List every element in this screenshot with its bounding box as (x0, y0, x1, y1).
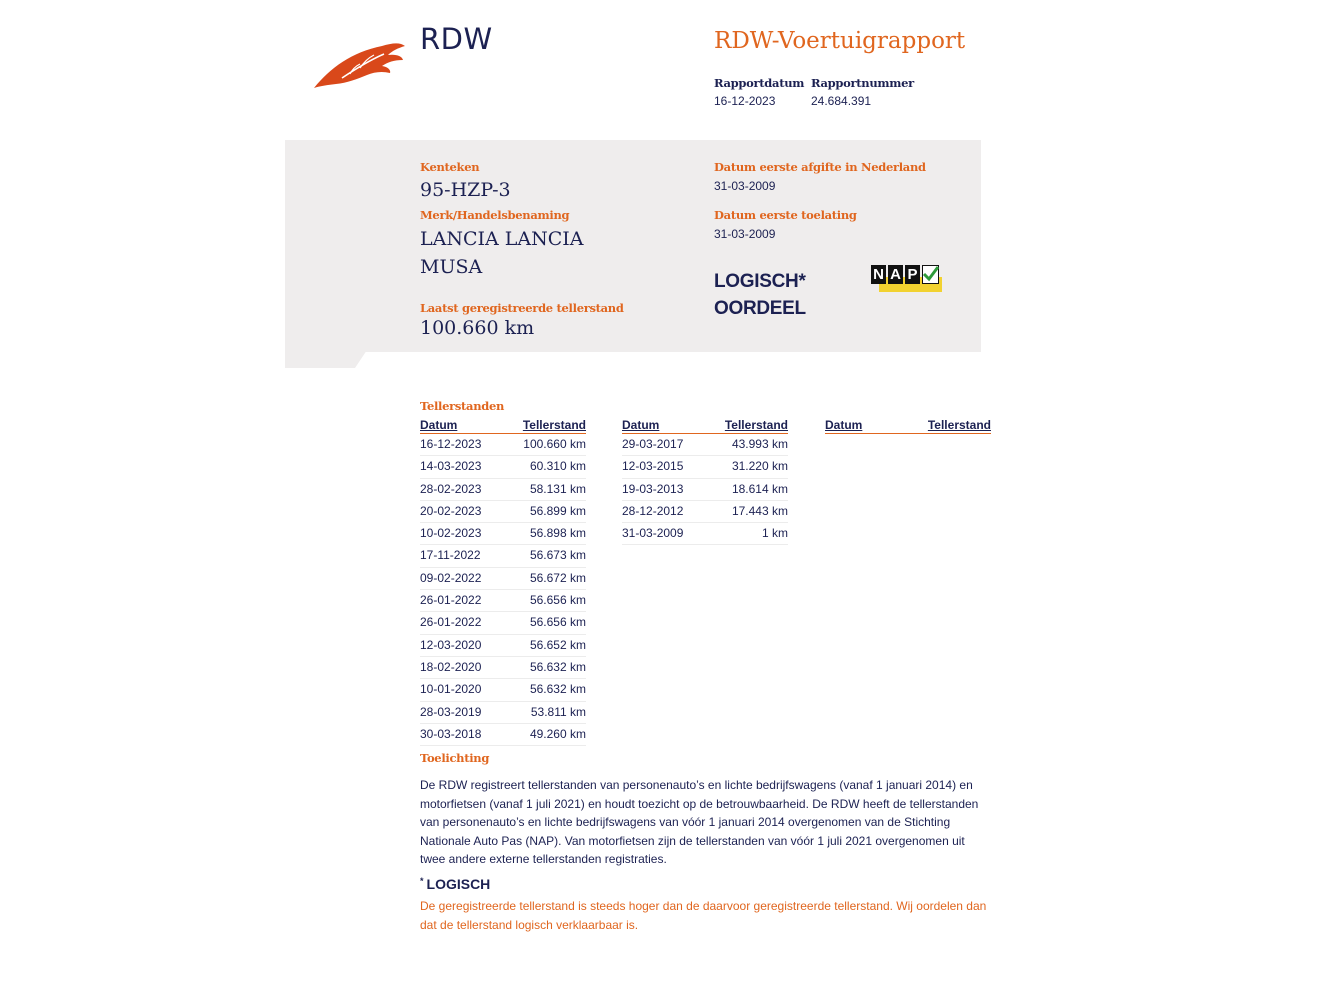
reading-value: 58.131 km (529, 481, 586, 496)
reading-value: 56.632 km (529, 682, 586, 697)
plate-value: 95-HZP-3 (420, 179, 511, 201)
table-header (420, 418, 586, 434)
reading-date: 17-11-2022 (420, 548, 481, 563)
table-row (420, 657, 586, 679)
reading-date: 18-02-2020 (420, 659, 482, 674)
readings-table-1 (420, 418, 586, 746)
first-admission-value: 31-03-2009 (714, 227, 776, 241)
footnote-star: * (420, 876, 424, 886)
explanation-label: Toelichting (420, 751, 490, 765)
reading-date: 20-02-2023 (420, 503, 482, 518)
reading-value: 49.260 km (529, 726, 586, 741)
table-row (420, 456, 586, 478)
table-row (420, 568, 586, 590)
make-value-line1: LANCIA LANCIA (420, 228, 584, 250)
odometer-label: Laatst geregistreerde tellerstand (420, 301, 624, 315)
reading-value: 18.614 km (731, 481, 788, 496)
table-row (622, 479, 788, 501)
reading-value: 60.310 km (529, 459, 586, 474)
report-title: RDW-Voertuigrapport (714, 28, 966, 54)
reading-date: 28-03-2019 (420, 704, 482, 719)
report-number-label: Rapportnummer (811, 76, 914, 90)
table-row (622, 523, 788, 545)
reading-value: 17.443 km (731, 503, 788, 518)
reading-date: 14-03-2023 (420, 459, 482, 474)
nap-check-icon (922, 265, 939, 284)
table-row (420, 501, 586, 523)
plate-label: Kenteken (420, 160, 480, 174)
reading-value: 56.899 km (529, 503, 586, 518)
table-row (420, 635, 586, 657)
make-label: Merk/Handelsbenaming (420, 208, 570, 222)
reading-date: 19-03-2013 (622, 481, 684, 496)
reading-value: 56.656 km (529, 615, 586, 630)
readings-table-3 (825, 418, 991, 434)
table-row (622, 434, 788, 456)
reading-value: 53.811 km (530, 704, 586, 719)
reading-date: 09-02-2022 (420, 570, 482, 585)
nap-letter-a: A (888, 265, 903, 284)
col-value-header: Tellerstand (522, 418, 586, 432)
panel-notch-shape (285, 350, 367, 368)
reading-value: 43.993 km (731, 437, 788, 451)
col-value-header: Tellerstand (927, 418, 991, 432)
table-row (420, 702, 586, 724)
reading-value: 56.673 km (529, 548, 586, 563)
verdict-line1: LOGISCH* (714, 271, 806, 292)
table-row (420, 590, 586, 612)
reading-date: 30-03-2018 (420, 726, 482, 741)
first-admission-label: Datum eerste toelating (714, 208, 857, 222)
col-value-header: Tellerstand (724, 418, 788, 432)
table-row (420, 679, 586, 701)
first-issue-nl-value: 31-03-2009 (714, 179, 776, 193)
readings-section-label: Tellerstanden (420, 399, 505, 413)
make-value-line2: MUSA (420, 256, 483, 278)
reading-date: 10-02-2023 (420, 526, 482, 541)
verdict-line2: OORDEEL (714, 298, 806, 319)
odometer-value: 100.660 km (420, 317, 535, 339)
readings-table-2 (622, 418, 788, 545)
verdict (714, 268, 806, 322)
table-row (420, 523, 586, 545)
reading-value: 100.660 km (523, 437, 586, 451)
footnote-title-text: LOGISCH (426, 876, 491, 892)
table-row (420, 479, 586, 501)
col-date-header: Datum (622, 418, 660, 432)
table-row (420, 434, 586, 456)
reading-value: 56.898 km (529, 526, 586, 541)
reading-date: 28-12-2012 (622, 503, 684, 518)
reading-date: 26-01-2022 (420, 593, 482, 608)
reading-date: 10-01-2020 (420, 682, 482, 697)
table-header (622, 418, 788, 434)
first-issue-nl-label: Datum eerste afgifte in Nederland (714, 160, 926, 174)
col-date-header: Datum (420, 418, 458, 432)
table-row (622, 501, 788, 523)
reading-date: 29-03-2017 (622, 437, 684, 451)
reading-value: 56.672 km (529, 570, 586, 585)
reading-value: 31.220 km (731, 459, 788, 474)
reading-value: 1 km (761, 526, 788, 541)
footnote-text: De geregistreerde tellerstand is steeds hoger dan de daarvoor geregistreerde tellerstand. Wij oordelen dan dat de tellerstand logisch verklaarbaar is. (420, 899, 987, 932)
reading-value: 56.632 km (529, 659, 586, 674)
reading-date: 12-03-2015 (622, 459, 684, 474)
reading-date: 31-03-2009 (622, 526, 684, 541)
col-date-header: Datum (825, 418, 863, 432)
table-row (420, 612, 586, 634)
table-header (825, 418, 991, 434)
report-date-value: 16-12-2023 (714, 94, 776, 108)
nap-letter-n: N (871, 265, 886, 284)
nap-letter-p: P (905, 265, 920, 284)
table-row (420, 545, 586, 567)
reading-date: 12-03-2020 (420, 637, 482, 652)
reading-date: 26-01-2022 (420, 615, 482, 630)
footnote-title (420, 876, 490, 892)
brand-name: RDW (420, 22, 493, 56)
table-row (420, 724, 586, 746)
table-row (622, 456, 788, 478)
reading-date: 16-12-2023 (420, 437, 482, 451)
explanation-text: De RDW registreert tellerstanden van personenauto’s en lichte bedrijfswagens (vanaf 1 januari 2014) en motorfietsen (vanaf 1 juli 2021) en houdt toezicht op de betrouwbaarheid. De RDW heeft de tellerstanden van personenauto’s en lichte bedrijfswagens van vóór 1 januari 2014 overgenomen van de Stichting Nationale Auto Pas (NAP). Van motorfietsen zijn de tellerstanden van vóór 1 juli 2021 overgenomen uit twee andere externe tellerstanden registraties. (420, 778, 979, 867)
reading-value: 56.656 km (529, 593, 586, 608)
reading-date: 28-02-2023 (420, 481, 482, 496)
reading-value: 56.652 km (529, 637, 586, 652)
report-date-label: Rapportdatum (714, 76, 805, 90)
report-number-value: 24.684.391 (811, 94, 872, 108)
nap-logo (870, 264, 944, 294)
rdw-logo-icon (312, 38, 408, 90)
